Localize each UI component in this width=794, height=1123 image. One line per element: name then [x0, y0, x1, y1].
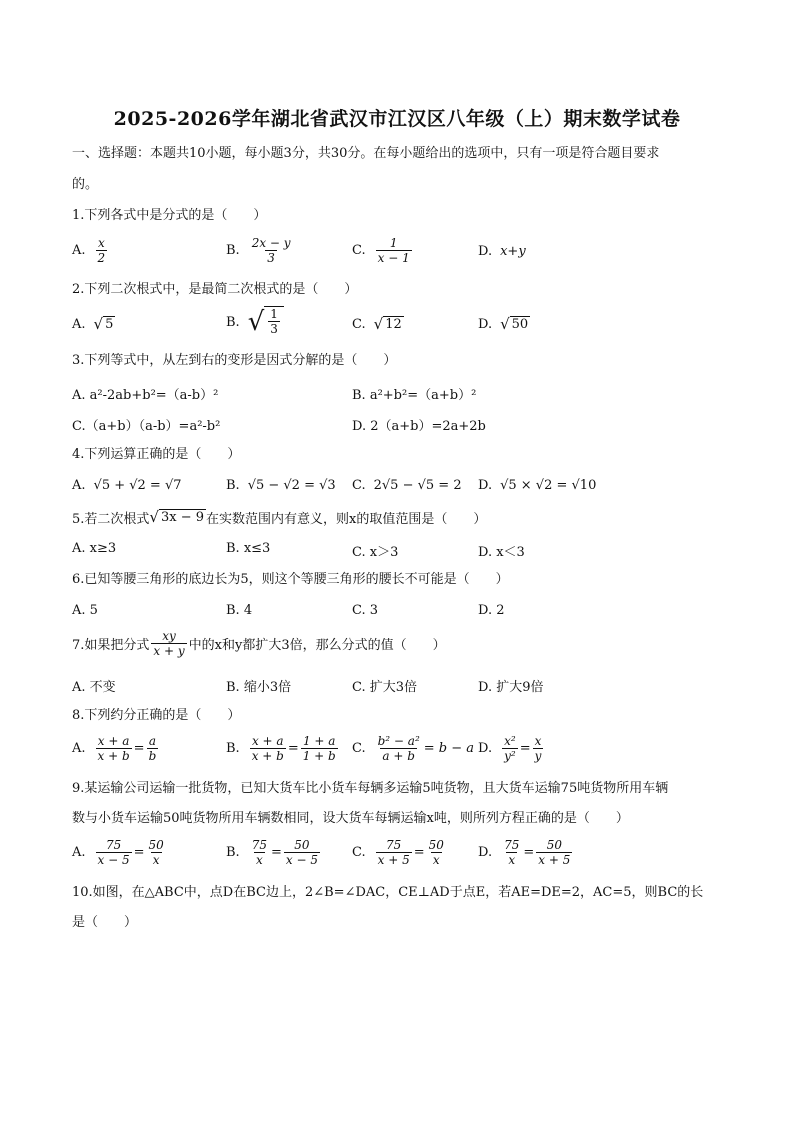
q5-stem: 5.若二次根式 √ 3x − 9 在实数范围内有意义，则x的取值范围是（ ） — [72, 508, 487, 527]
q2-d-sqrt: √ 50 — [500, 315, 529, 333]
q7-option-c[interactable]: C. 扩大3倍 — [352, 680, 418, 695]
q2-c-sqrt: √ 12 — [373, 315, 402, 333]
q7-stem: 7.如果把分式 $\frac{xy}{x + y}$ 中的x和y都扩大3倍，那么分式的值（ ） — [72, 629, 446, 658]
q9-option-c[interactable]: C. $\frac{75}{x + 5}$ = $\frac{50}{x}$ — [352, 838, 444, 867]
q5-option-c[interactable]: C. x＞3 — [352, 545, 399, 560]
section-heading: 一、选择题：本题共10小题，每小题3分，共30分。在每小题给出的选项中，只有一项是符合题目要求 — [72, 146, 660, 161]
q8-option-c[interactable]: C. $\frac{\text{b² − a²}}{a + b}$ = b − a — [352, 734, 475, 763]
q5-option-d[interactable]: D. x＜3 — [478, 545, 525, 560]
q1-b-fraction: $\frac{2x - y}{3}$ — [251, 236, 291, 265]
q2-option-b[interactable]: B. √ $\frac{1}{3}$ — [226, 306, 284, 338]
q9-stem-cont: 数与小货车运输50吨货物所用车辆数相同，设大货车每辆运输x吨，则所列方程正确的是（ ） — [72, 811, 629, 826]
q9-option-a[interactable]: A. $\frac{75}{x - 5}$ = $\frac{50}{x}$ — [72, 838, 164, 867]
q5-option-a[interactable]: A. x≥3 — [72, 541, 117, 556]
q4-stem: 4.下列运算正确的是（ ） — [72, 447, 241, 462]
q6-option-a[interactable]: A. 5 — [72, 603, 98, 618]
q5-option-b[interactable]: B. x≤3 — [226, 541, 271, 556]
q3-option-b[interactable]: B. a²+b²=（a+b）² — [352, 388, 477, 403]
q2-b-sqrt: √ $\frac{1}{3}$ — [248, 306, 284, 338]
q1-stem: 1.下列各式中是分式的是（ ） — [72, 208, 267, 223]
q1-a-fraction: $\frac{x}{2}$ — [97, 236, 106, 265]
q6-stem: 6.已知等腰三角形的底边长为5，则这个等腰三角形的腰长不可能是（ ） — [72, 572, 509, 587]
q10-stem-cont: 是（ ） — [72, 915, 138, 930]
section-heading-cont: 的。 — [72, 177, 99, 192]
q6-option-d[interactable]: D. 2 — [478, 603, 505, 618]
q9-option-d[interactable]: D. $\frac{75}{x}$ = $\frac{50}{x + 5}$ — [478, 838, 571, 867]
q7-option-a[interactable]: A. 不变 — [72, 680, 116, 695]
q10-stem: 10.如图，在△ABC中，点D在BC边上，2∠B=∠DAC，CE⊥AD于点E，若AE=DE=2，AC=5，则BC的长 — [72, 885, 704, 900]
q8-option-d[interactable]: D. $\frac{\text{x²}}{\text{y²}}$ = $\frac{x}{y}$ — [478, 734, 542, 763]
q2-a-sqrt: √ 5 — [93, 315, 114, 333]
q2-option-d[interactable]: D. √ 50 — [478, 315, 529, 333]
q3-stem: 3.下列等式中，从左到右的变形是因式分解的是（ ） — [72, 353, 397, 368]
q2-stem: 2.下列二次根式中，是最简二次根式的是（ ） — [72, 282, 358, 297]
q1-option-d[interactable]: D. x+y — [478, 244, 526, 259]
q5-sqrt: √ 3x − 9 — [149, 508, 204, 526]
q4-option-a[interactable]: A. √5 + √2 = √7 — [72, 478, 182, 493]
q7-fraction: $\frac{xy}{x + y}$ — [153, 629, 185, 658]
q9-stem: 9.某运输公司运输一批货物，已知大货车比小货车每辆多运输5吨货物，且大货车运输75吨货物所用车辆 — [72, 781, 669, 796]
q9-option-b[interactable]: B. $\frac{75}{x}$ = $\frac{50}{x - 5}$ — [226, 838, 318, 867]
q4-option-d[interactable]: D. √5 × √2 = √10 — [478, 478, 597, 493]
q3-option-d[interactable]: D. 2（a+b）=2a+2b — [352, 419, 486, 434]
q4-option-c[interactable]: C. 2√5 − √5 = 2 — [352, 478, 462, 493]
q1-c-fraction: $\frac{1}{x - 1}$ — [377, 236, 410, 265]
q2-option-a[interactable]: A. √ 5 — [72, 315, 114, 333]
q3-option-a[interactable]: A. a²-2ab+b²=（a-b）² — [72, 388, 219, 403]
q8-option-a[interactable]: A. $\frac{x + a}{x + b}$ = $\frac{a}{b}$ — [72, 734, 157, 763]
q1-option-a[interactable]: A. $\frac{x}{2}$ — [72, 236, 106, 265]
q1-option-c[interactable]: C. $\frac{1}{x - 1}$ — [352, 236, 410, 265]
q2-option-c[interactable]: C. √ 12 — [352, 315, 402, 333]
exam-title: 2025-2026学年湖北省武汉市江汉区八年级（上）期末数学试卷 — [113, 108, 681, 130]
q3-option-c[interactable]: C.（a+b）（a-b）=a²-b² — [72, 419, 221, 434]
q8-option-b[interactable]: B. $\frac{x + a}{x + b}$ = $\frac{1 + a}{1 + b}$ — [226, 734, 336, 763]
q7-option-d[interactable]: D. 扩大9倍 — [478, 680, 544, 695]
q7-option-b[interactable]: B. 缩小3倍 — [226, 680, 292, 695]
q1-option-b[interactable]: B. $\frac{2x - y}{3}$ — [226, 236, 291, 265]
q6-option-b[interactable]: B. 4 — [226, 603, 253, 618]
q6-option-c[interactable]: C. 3 — [352, 603, 379, 618]
q8-stem: 8.下列约分正确的是（ ） — [72, 708, 241, 723]
q4-option-b[interactable]: B. √5 − √2 = √3 — [226, 478, 336, 493]
